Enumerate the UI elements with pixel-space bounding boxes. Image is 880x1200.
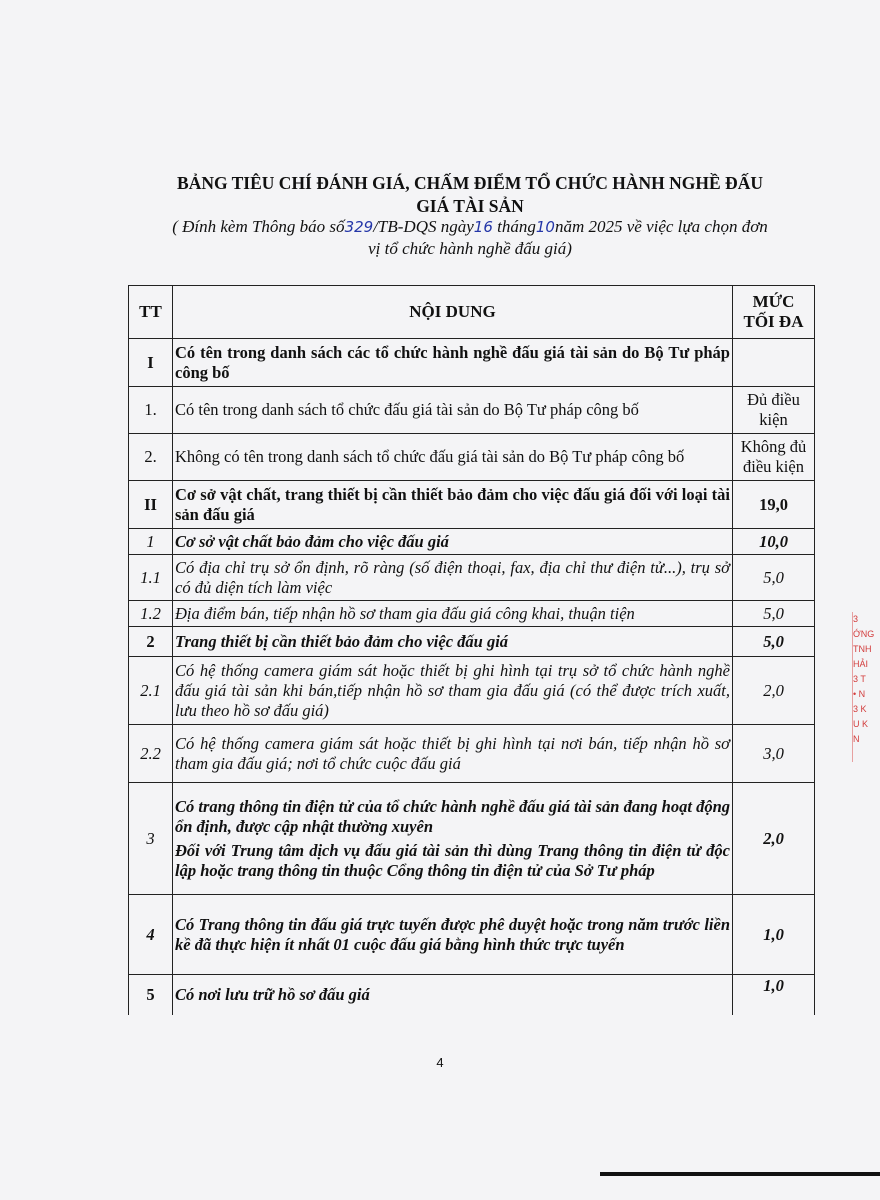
title-line-2: GIÁ TÀI SẢN xyxy=(416,196,524,216)
row-content: Có tên trong danh sách các tổ chức hành nghề đấu giá tài sản do Bộ Tư pháp công bố xyxy=(173,339,733,387)
row-score: 2,0 xyxy=(733,657,815,725)
row-score: Không đủ điều kiện xyxy=(733,434,815,481)
row-tt: 2. xyxy=(129,434,173,481)
row-content: Có Trang thông tin đấu giá trực tuyến được phê duyệt hoặc trong năm trước liền kề đã thực hiện ít nhất 01 cuộc đấu giá bằng hình thức trực tuyến xyxy=(173,895,733,975)
row-score: 1,0 xyxy=(733,975,815,1015)
row-content-part-2: Đối với Trung tâm dịch vụ đấu giá tài sản thì dùng Trang thông tin điện tử độc lập hoặc trang thông tin thuộc Cổng thông tin điện tử của Sở Tư pháp xyxy=(175,840,730,880)
row-tt: 5 xyxy=(129,975,173,1015)
subtitle-text: /TB-DQS ngày xyxy=(373,217,474,236)
table-row xyxy=(129,627,815,657)
row-score xyxy=(733,339,815,387)
row-score: 5,0 xyxy=(733,601,815,627)
stamp-text: HẢI xyxy=(853,659,869,669)
table-header-row xyxy=(129,286,815,339)
scan-edge-bar xyxy=(600,1172,880,1176)
row-content: Có hệ thống camera giám sát hoặc thiết bị ghi hình tại nơi bán, tiếp nhận hồ sơ tham gia đấu giá; nơi tổ chức cuộc đấu giá xyxy=(173,725,733,783)
handwritten-day: 16 xyxy=(473,218,493,236)
row-content-part-1: Có trang thông tin điện tử của tổ chức hành nghề đấu giá tài sản đang hoạt động ổn định, được cập nhật thường xuyên xyxy=(175,796,730,836)
document-title xyxy=(110,172,830,218)
stamp-text: U K xyxy=(853,719,869,729)
stamp-text: 3 K xyxy=(853,704,867,714)
row-content xyxy=(173,783,733,895)
table-row xyxy=(129,601,815,627)
row-content: Có nơi lưu trữ hồ sơ đấu giá xyxy=(173,975,733,1015)
row-content: Cơ sở vật chất, trang thiết bị cần thiết bảo đảm cho việc đấu giá đối với loại tài sản đấu giá xyxy=(173,481,733,529)
row-content: Cơ sở vật chất bảo đảm cho việc đấu giá xyxy=(173,529,733,555)
row-content: Có tên trong danh sách tổ chức đấu giá tài sản do Bộ Tư pháp công bố xyxy=(173,387,733,434)
row-tt: 4 xyxy=(129,895,173,975)
header-content: NỘI DUNG xyxy=(173,286,733,339)
row-tt: 1.2 xyxy=(129,601,173,627)
table-row xyxy=(129,555,815,601)
title-line-1: BẢNG TIÊU CHÍ ĐÁNH GIÁ, CHẤM ĐIỂM TỔ CHỨC HÀNH NGHỀ ĐẤU xyxy=(177,173,763,193)
row-score: 1,0 xyxy=(733,895,815,975)
row-tt: 3 xyxy=(129,783,173,895)
table-row xyxy=(129,783,815,895)
stamp-text: TNH xyxy=(853,644,872,654)
stamp-text: N xyxy=(853,734,860,744)
red-stamp-fragment xyxy=(852,612,880,762)
handwritten-number: 329 xyxy=(344,218,374,236)
handwritten-month: 10 xyxy=(535,218,555,236)
row-tt: 2 xyxy=(129,627,173,657)
table-row xyxy=(129,481,815,529)
stamp-text: ỚNG xyxy=(853,629,875,639)
row-tt: 1 xyxy=(129,529,173,555)
row-tt: 2.2 xyxy=(129,725,173,783)
criteria-table xyxy=(128,285,815,1015)
subtitle-text: năm 2025 về việc lựa chọn đơn xyxy=(554,217,768,236)
row-tt: 2.1 xyxy=(129,657,173,725)
row-score: 3,0 xyxy=(733,725,815,783)
row-tt: 1.1 xyxy=(129,555,173,601)
stamp-text: 3 xyxy=(853,614,859,624)
header-tt: TT xyxy=(129,286,173,339)
table-row xyxy=(129,387,815,434)
row-content: Có hệ thống camera giám sát hoặc thiết bị ghi hình tại trụ sở tổ chức hành nghề đấu giá tài sản khi bán,tiếp nhận hồ sơ tham gia đấu giá (có thể được trích xuất, lưu theo hồ sơ đấu giá) xyxy=(173,657,733,725)
table-row xyxy=(129,725,815,783)
row-content: Trang thiết bị cần thiết bảo đảm cho việc đấu giá xyxy=(173,627,733,657)
header-score xyxy=(733,286,815,339)
table-row xyxy=(129,975,815,1015)
stamp-text: 3 T xyxy=(853,674,866,684)
page-number: 4 xyxy=(436,1055,444,1070)
row-score: 5,0 xyxy=(733,555,815,601)
header-score-line-2: TỐI ĐA xyxy=(743,312,804,331)
row-content: Không có tên trong danh sách tổ chức đấu giá tài sản do Bộ Tư pháp công bố xyxy=(173,434,733,481)
subtitle-line-1 xyxy=(110,216,830,238)
subtitle-line-2: vị tổ chức hành nghề đấu giá) xyxy=(368,239,572,258)
table-row xyxy=(129,895,815,975)
table-row xyxy=(129,529,815,555)
row-tt: I xyxy=(129,339,173,387)
row-tt: II xyxy=(129,481,173,529)
stamp-text: • N xyxy=(853,689,866,699)
table-row xyxy=(129,339,815,387)
row-score: 2,0 xyxy=(733,783,815,895)
row-content: Địa điểm bán, tiếp nhận hồ sơ tham gia đấu giá công khai, thuận tiện xyxy=(173,601,733,627)
row-tt: 1. xyxy=(129,387,173,434)
row-score: 19,0 xyxy=(733,481,815,529)
subtitle-text: tháng xyxy=(492,217,536,236)
table-row xyxy=(129,434,815,481)
subtitle-text: ( Đính kèm Thông báo số xyxy=(172,217,345,236)
row-score: 10,0 xyxy=(733,529,815,555)
table-row xyxy=(129,657,815,725)
row-score: 5,0 xyxy=(733,627,815,657)
row-content: Có địa chỉ trụ sở ổn định, rõ ràng (số điện thoại, fax, địa chỉ thư điện tử...), trụ sở có đủ diện tích làm việc xyxy=(173,555,733,601)
row-score: Đủ điều kiện xyxy=(733,387,815,434)
header-score-line-1: MỨC xyxy=(752,292,795,311)
document-subtitle xyxy=(110,216,830,260)
